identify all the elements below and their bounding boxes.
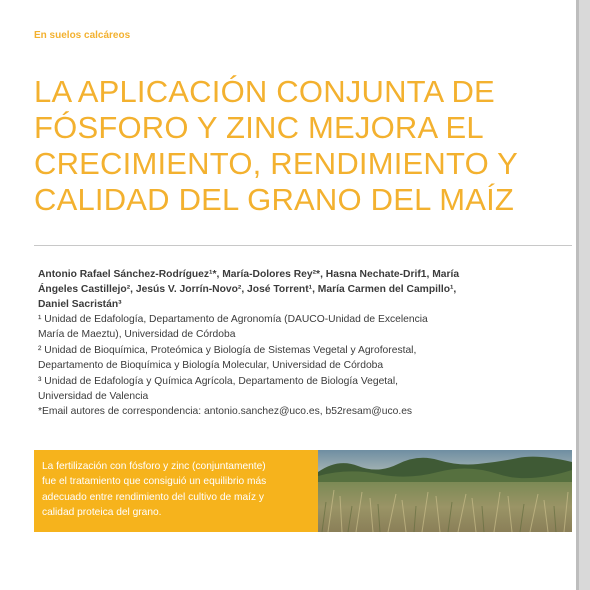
page-edge bbox=[576, 0, 590, 590]
divider bbox=[34, 245, 572, 246]
title-line: FÓSFORO Y ZINC MEJORA EL bbox=[34, 110, 484, 145]
affiliation-1 bbox=[38, 312, 558, 342]
field-image bbox=[318, 450, 572, 532]
section-label: En suelos calcáreos bbox=[34, 30, 131, 41]
affiliation-line: María de Maeztu), Universidad de Córdoba bbox=[38, 329, 236, 340]
authors-line: Daniel Sacristán³ bbox=[38, 299, 122, 310]
maize-field-photo bbox=[318, 450, 572, 532]
article-title bbox=[34, 74, 554, 218]
affiliation-2 bbox=[38, 343, 558, 373]
highlight-text bbox=[42, 459, 312, 521]
affiliation-3 bbox=[38, 374, 558, 404]
affiliation-line: ² Unidad de Bioquímica, Proteómica y Biología de Sistemas Vegetal y Agroforestal, bbox=[38, 345, 417, 356]
highlight-line: fue el tratamiento que consiguió un equilibrio más bbox=[42, 476, 267, 488]
title-line: CRECIMIENTO, RENDIMIENTO Y bbox=[34, 146, 519, 181]
affiliation-line: *Email autores de correspondencia: antonio.sanchez@uco.es, b52resam@uco.es bbox=[38, 406, 413, 417]
affiliation-line: Universidad de Valencia bbox=[38, 391, 149, 402]
affiliation-line: Departamento de Bioquímica y Biología Molecular, Universidad de Córdoba bbox=[38, 360, 384, 371]
highlight-box bbox=[34, 450, 318, 532]
authors-list bbox=[38, 267, 553, 312]
title-line: LA APLICACIÓN CONJUNTA DE bbox=[34, 74, 495, 109]
affiliation-line: ¹ Unidad de Edafología, Departamento de Agronomía (DAUCO-Unidad de Excelencia bbox=[38, 314, 428, 325]
correspondence-email bbox=[38, 404, 558, 419]
authors-line: Ángeles Castillejo², Jesús V. Jorrín-Novo², José Torrent¹, María Carmen del Campillo¹, bbox=[38, 284, 457, 295]
authors-line: Antonio Rafael Sánchez-Rodríguez¹*, María-Dolores Rey²*, Hasna Nechate-Drif1, María bbox=[38, 269, 460, 280]
highlight-line: adecuado entre rendimiento del cultivo de maíz y bbox=[42, 491, 264, 503]
title-line: CALIDAD DEL GRANO DEL MAÍZ bbox=[34, 182, 515, 217]
highlight-line: La fertilización con fósforo y zinc (conjuntamente) bbox=[42, 461, 266, 472]
affiliation-line: ³ Unidad de Edafología y Química Agrícola, Departamento de Biología Vegetal, bbox=[38, 376, 399, 387]
highlight-line: calidad proteica del grano. bbox=[42, 507, 162, 519]
